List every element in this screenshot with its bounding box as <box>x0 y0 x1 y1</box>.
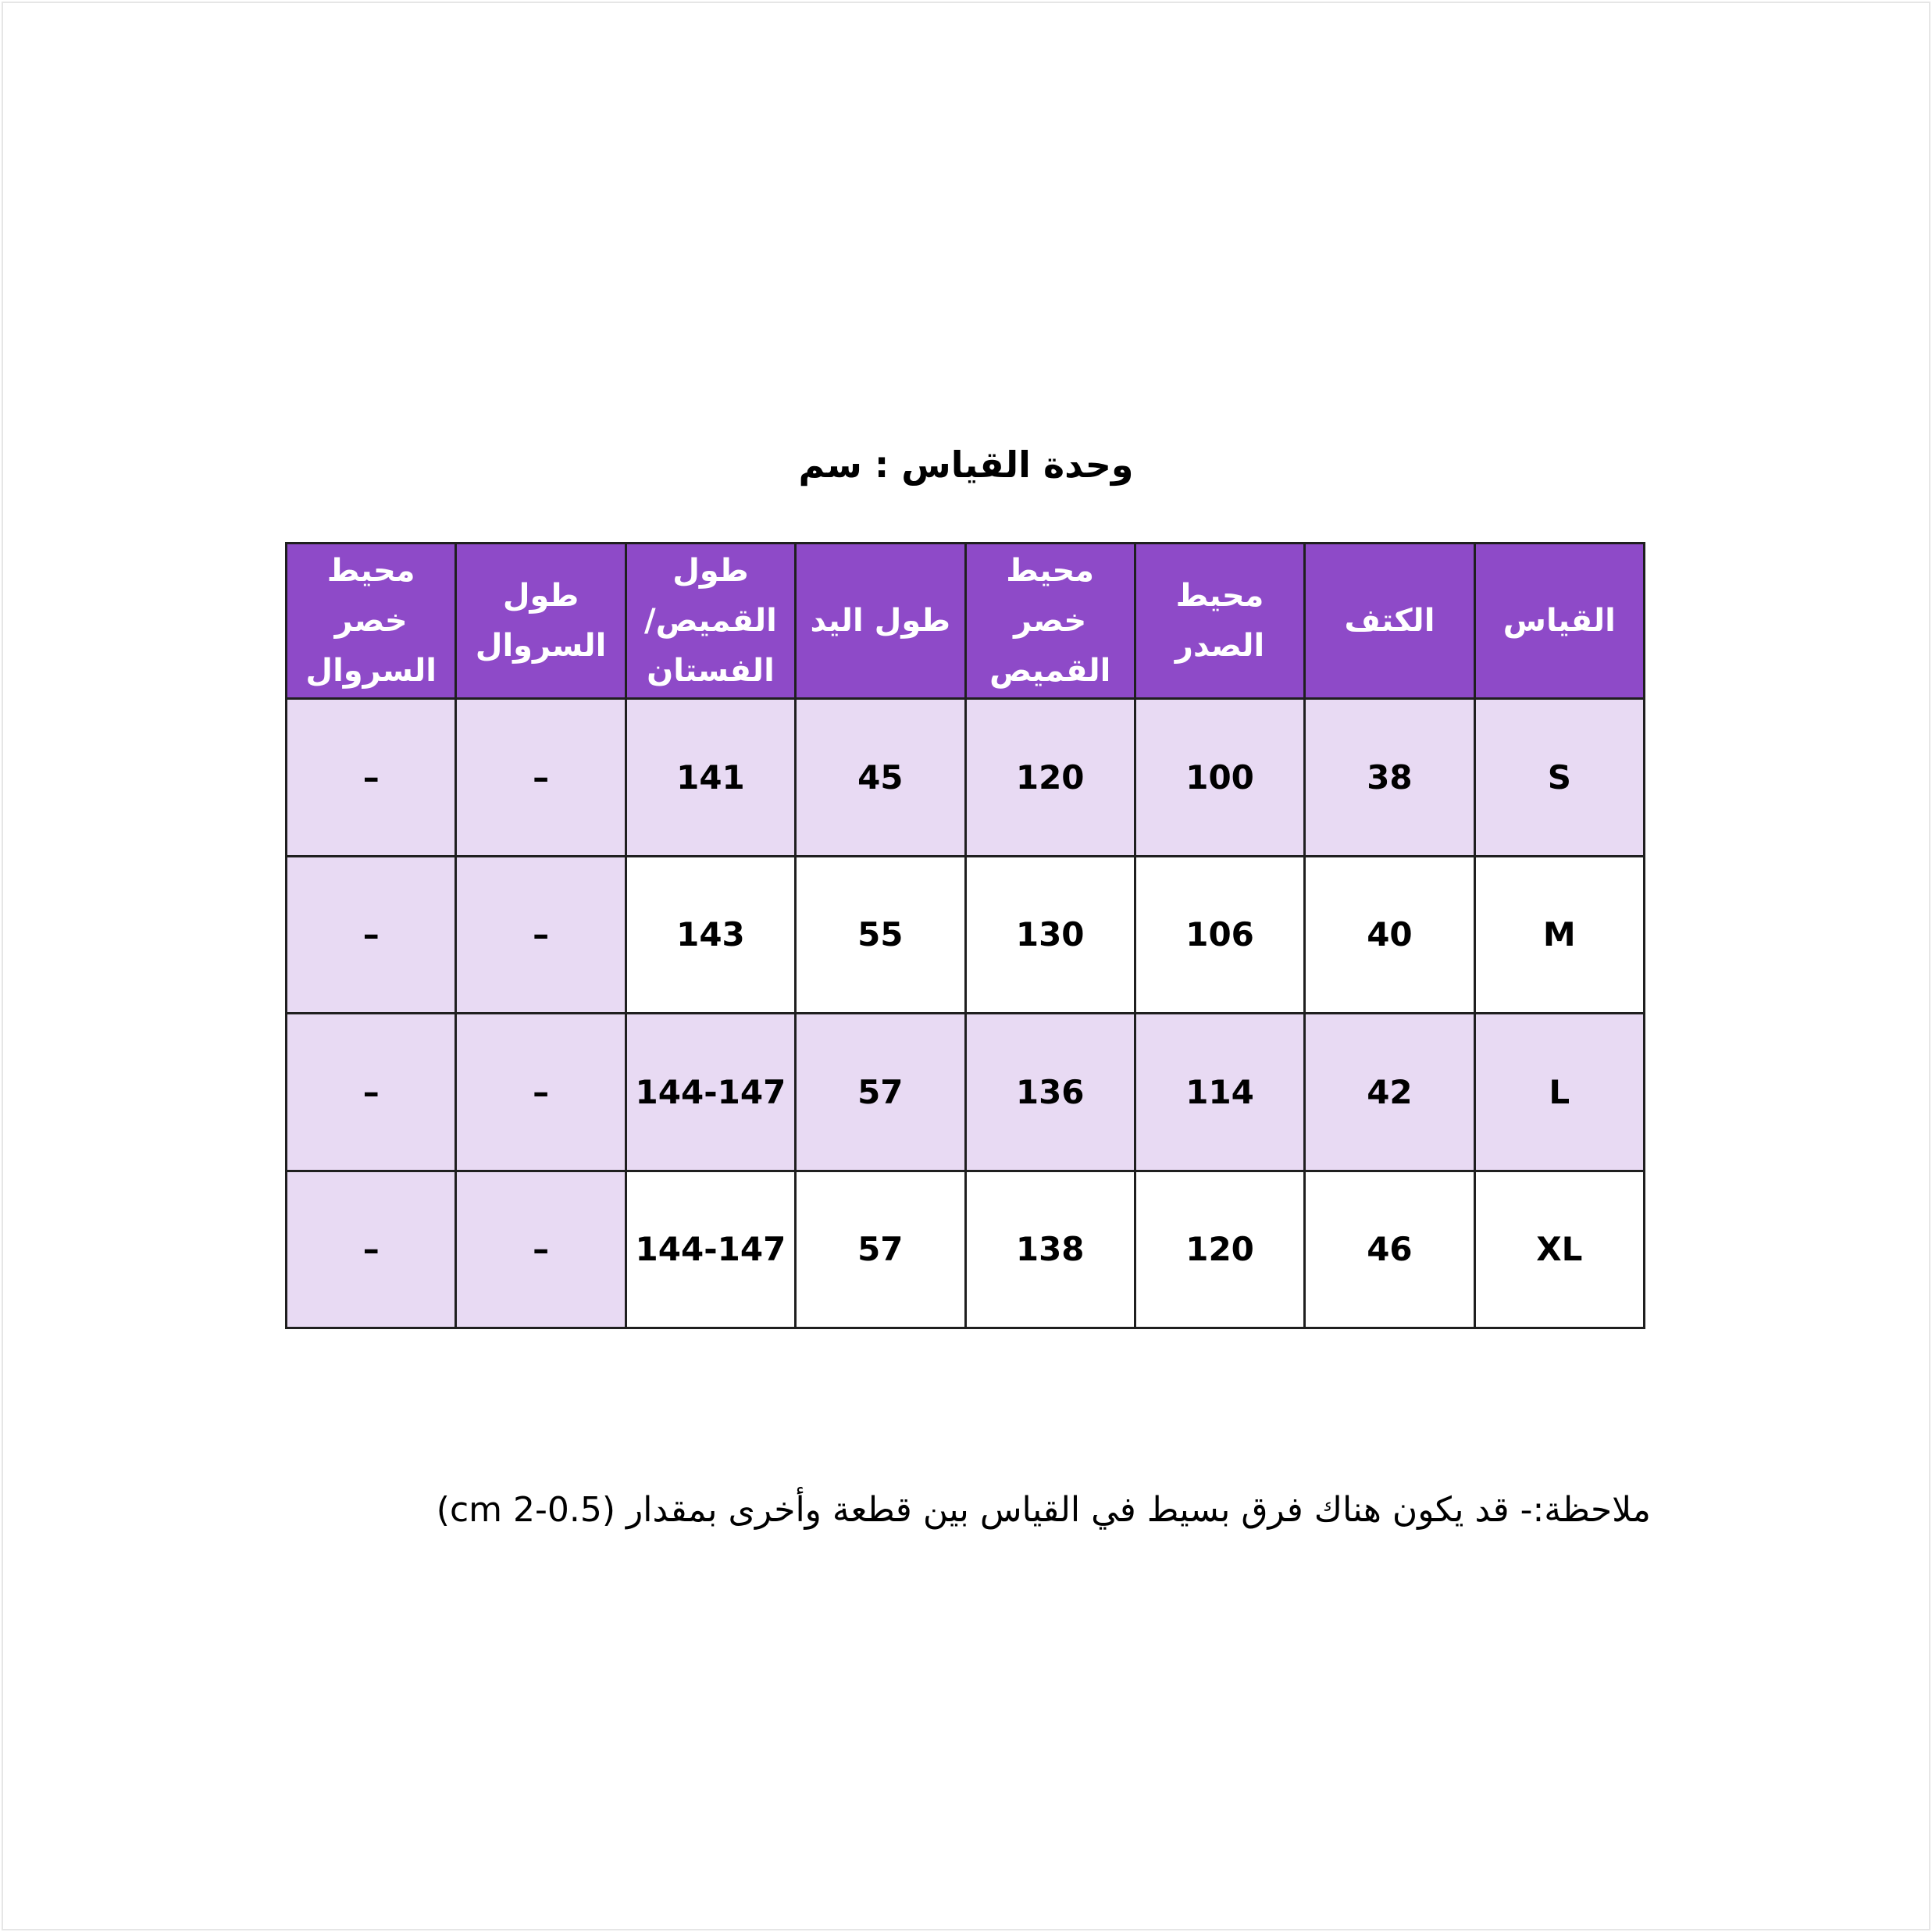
cell-pants-length: – <box>456 1014 626 1171</box>
cell-pants-waist: – <box>287 1171 456 1328</box>
cell-pants-length: – <box>456 699 626 857</box>
table-row <box>287 699 1645 857</box>
cell-sleeve-length: 55 <box>796 856 965 1014</box>
header-shirt-dress-length: طول القميص/ الفستان <box>626 544 795 699</box>
cell-shirt-dress-length: 144-147 <box>626 1171 795 1328</box>
cell-shirt-waist: 130 <box>965 856 1135 1014</box>
cell-size: S <box>1474 699 1644 857</box>
size-chart-table <box>285 542 1645 1329</box>
cell-sleeve-length: 57 <box>796 1014 965 1171</box>
cell-shoulder: 46 <box>1305 1171 1474 1328</box>
cell-shirt-waist: 138 <box>965 1171 1135 1328</box>
cell-sleeve-length: 57 <box>796 1171 965 1328</box>
cell-chest: 120 <box>1135 1171 1304 1328</box>
header-shoulder: الكتف <box>1305 544 1474 699</box>
header-size: القياس <box>1474 544 1644 699</box>
cell-shirt-dress-length: 141 <box>626 699 795 857</box>
table-row <box>287 1171 1645 1328</box>
cell-chest: 100 <box>1135 699 1304 857</box>
cell-pants-waist: – <box>287 856 456 1014</box>
cell-shoulder: 38 <box>1305 699 1474 857</box>
measurement-unit-title: وحدة القياس : سم <box>798 444 1134 486</box>
cell-shoulder: 40 <box>1305 856 1474 1014</box>
cell-chest: 106 <box>1135 856 1304 1014</box>
measurement-note: ملاحظة:- قد يكون هناك فرق بسيط في القياس بين قطعة وأخرى بمقدار (0.5-2 cm) <box>436 1490 1651 1530</box>
cell-chest: 114 <box>1135 1014 1304 1171</box>
header-chest: محيط الصدر <box>1135 544 1304 699</box>
table-header-row <box>287 544 1645 699</box>
cell-pants-length: – <box>456 856 626 1014</box>
cell-pants-length: – <box>456 1171 626 1328</box>
cell-pants-waist: – <box>287 1014 456 1171</box>
cell-sleeve-length: 45 <box>796 699 965 857</box>
cell-shirt-waist: 136 <box>965 1014 1135 1171</box>
header-pants-waist: محيط خصر السروال <box>287 544 456 699</box>
header-shirt-waist: محيط خصر القميص <box>965 544 1135 699</box>
table-row <box>287 856 1645 1014</box>
cell-shirt-dress-length: 143 <box>626 856 795 1014</box>
cell-shirt-dress-length: 144-147 <box>626 1014 795 1171</box>
cell-size: L <box>1474 1014 1644 1171</box>
cell-shoulder: 42 <box>1305 1014 1474 1171</box>
cell-size: XL <box>1474 1171 1644 1328</box>
cell-size: M <box>1474 856 1644 1014</box>
cell-pants-waist: – <box>287 699 456 857</box>
header-sleeve-length: طول اليد <box>796 544 965 699</box>
cell-shirt-waist: 120 <box>965 699 1135 857</box>
header-pants-length: طول السروال <box>456 544 626 699</box>
table-row <box>287 1014 1645 1171</box>
